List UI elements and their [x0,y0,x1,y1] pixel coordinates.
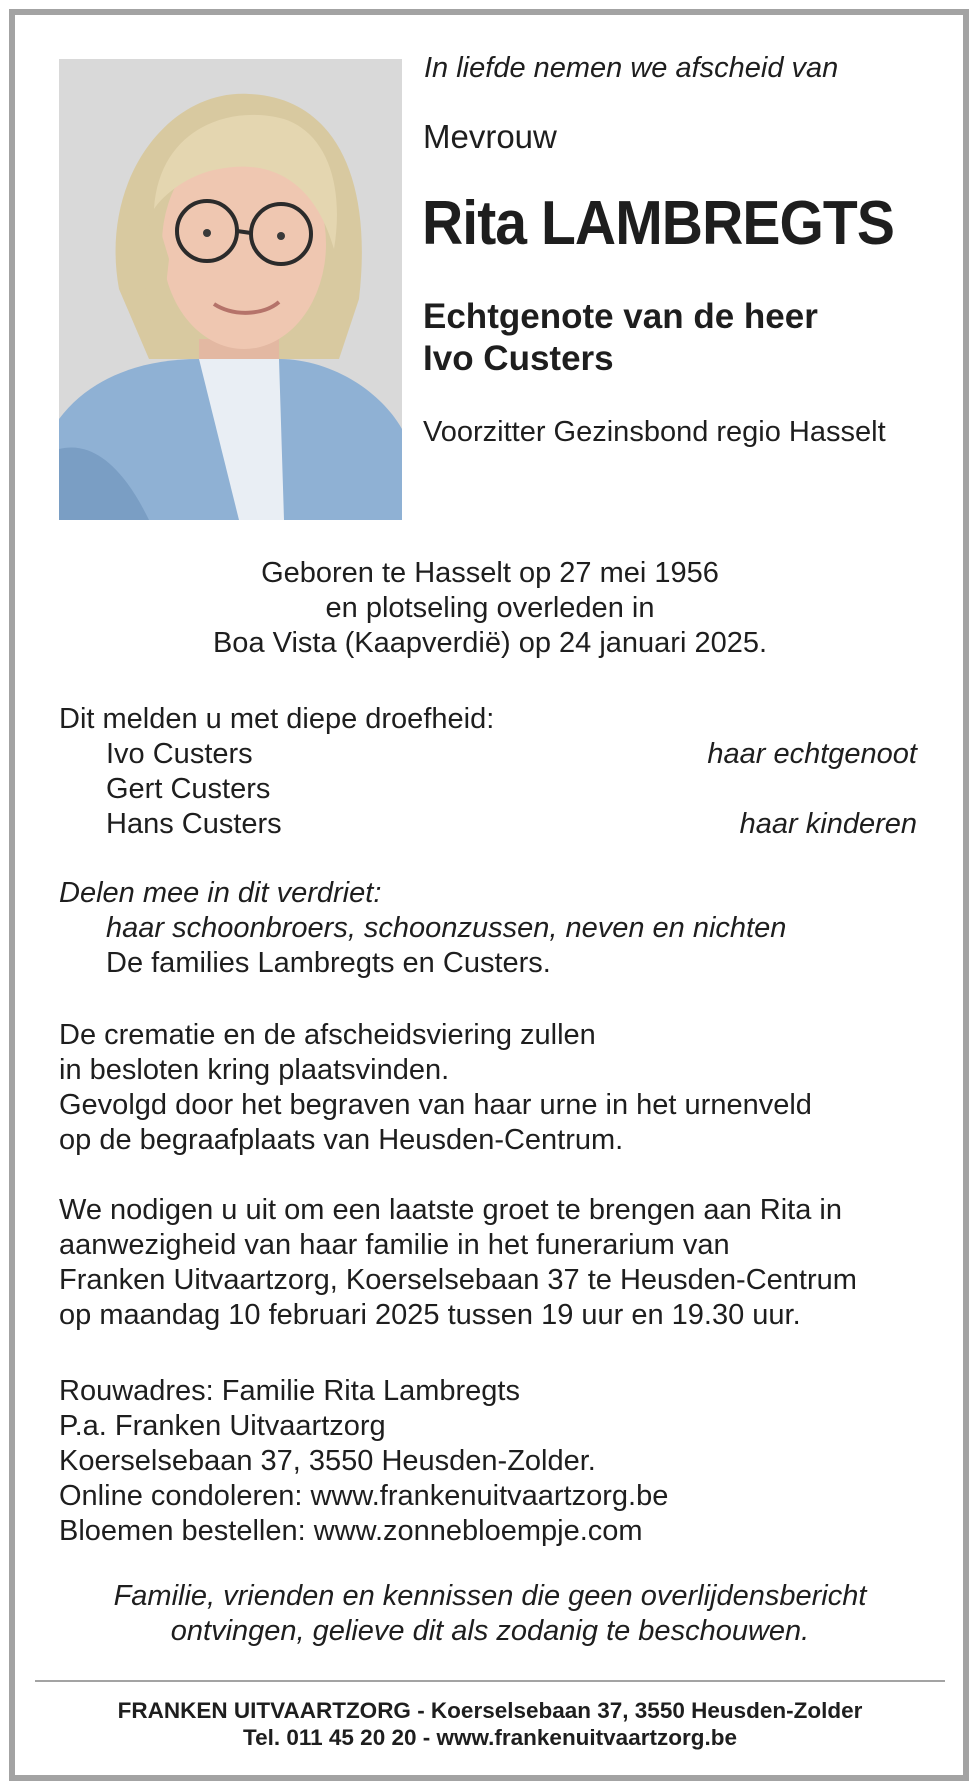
share-line-1: haar schoonbroers, schoonzussen, neven en nichten [106,912,787,944]
announcement-heading: Dit melden u met diepe droefheid: [59,703,495,735]
footer-line-2[interactable]: Tel. 011 45 20 20 - www.frankenuitvaartzorg.be [243,1725,737,1750]
mourner-row [59,737,917,772]
spouse-line [423,296,943,380]
ceremony-block [59,1018,812,1158]
share-block [59,876,786,981]
death-line-1: en plotseling overleden in [325,592,655,624]
address-line: Koerselsebaan 37, 3550 Heusden-Zolder. [59,1445,596,1477]
mourner-row [59,772,917,807]
mourner-relation: haar echtgenoot [707,738,917,770]
salutation: Mevrouw [423,118,557,155]
mourner-name: Hans Custers [106,808,282,840]
footer [0,1697,980,1751]
closing-note [0,1579,980,1649]
visit-block [59,1193,857,1333]
flowers-link[interactable]: Bloemen bestellen: www.zonnebloempje.com [59,1515,643,1547]
address-line: Rouwadres: Familie Rita Lambregts [59,1375,520,1407]
birth-line: Geboren te Hasselt op 27 mei 1956 [261,557,719,589]
mourner-relation: haar kinderen [739,808,917,840]
condolence-link[interactable]: Online condoleren: www.frankenuitvaartzorg.be [59,1480,669,1512]
address-line: P.a. Franken Uitvaartzorg [59,1410,386,1442]
share-heading: Delen mee in dit verdriet: [59,877,382,909]
intro-text: In liefde nemen we afscheid van [424,52,839,84]
footer-line-1: FRANKEN UITVAARTZORG - Koerselsebaan 37, 3550 Heusden-Zolder [117,1698,863,1723]
closing-line: Familie, vrienden en kennissen die geen overlijdensbericht [113,1580,867,1612]
role-text: Voorzitter Gezinsbond regio Hasselt [423,416,886,448]
ceremony-line: Gevolgd door het begraven van haar urne in het urnenveld [59,1089,812,1121]
mourner-row [59,807,917,842]
ceremony-line: op de begraafplaats van Heusden-Centrum. [59,1124,624,1156]
spouse-line-1: Echtgenote van de heer [423,297,818,336]
closing-line: ontvingen, gelieve dit als zodanig te beschouwen. [170,1615,810,1647]
visit-line: op maandag 10 februari 2025 tussen 19 uur en 19.30 uur. [59,1299,801,1331]
visit-line: We nodigen u uit om een laatste groet te brengen aan Rita in [59,1194,842,1226]
mourner-name: Gert Custers [106,773,271,805]
birth-death-block [0,556,980,661]
address-block [59,1374,668,1549]
mourner-name: Ivo Custers [106,738,253,770]
visit-line: Franken Uitvaartzorg, Koerselsebaan 37 te Heusden-Centrum [59,1264,857,1296]
deceased-name: Rita LAMBREGTS [422,189,894,258]
portrait-photo [59,59,402,520]
spouse-line-2: Ivo Custers [423,339,614,378]
footer-divider [35,1680,945,1682]
mourners-block [59,702,917,842]
visit-line: aanwezigheid van haar familie in het funerarium van [59,1229,730,1261]
share-line-2: De families Lambregts en Custers. [106,947,551,979]
ceremony-line: in besloten kring plaatsvinden. [59,1054,450,1086]
death-line-2: Boa Vista (Kaapverdië) op 24 januari 2025. [212,627,768,659]
ceremony-line: De crematie en de afscheidsviering zullen [59,1019,596,1051]
